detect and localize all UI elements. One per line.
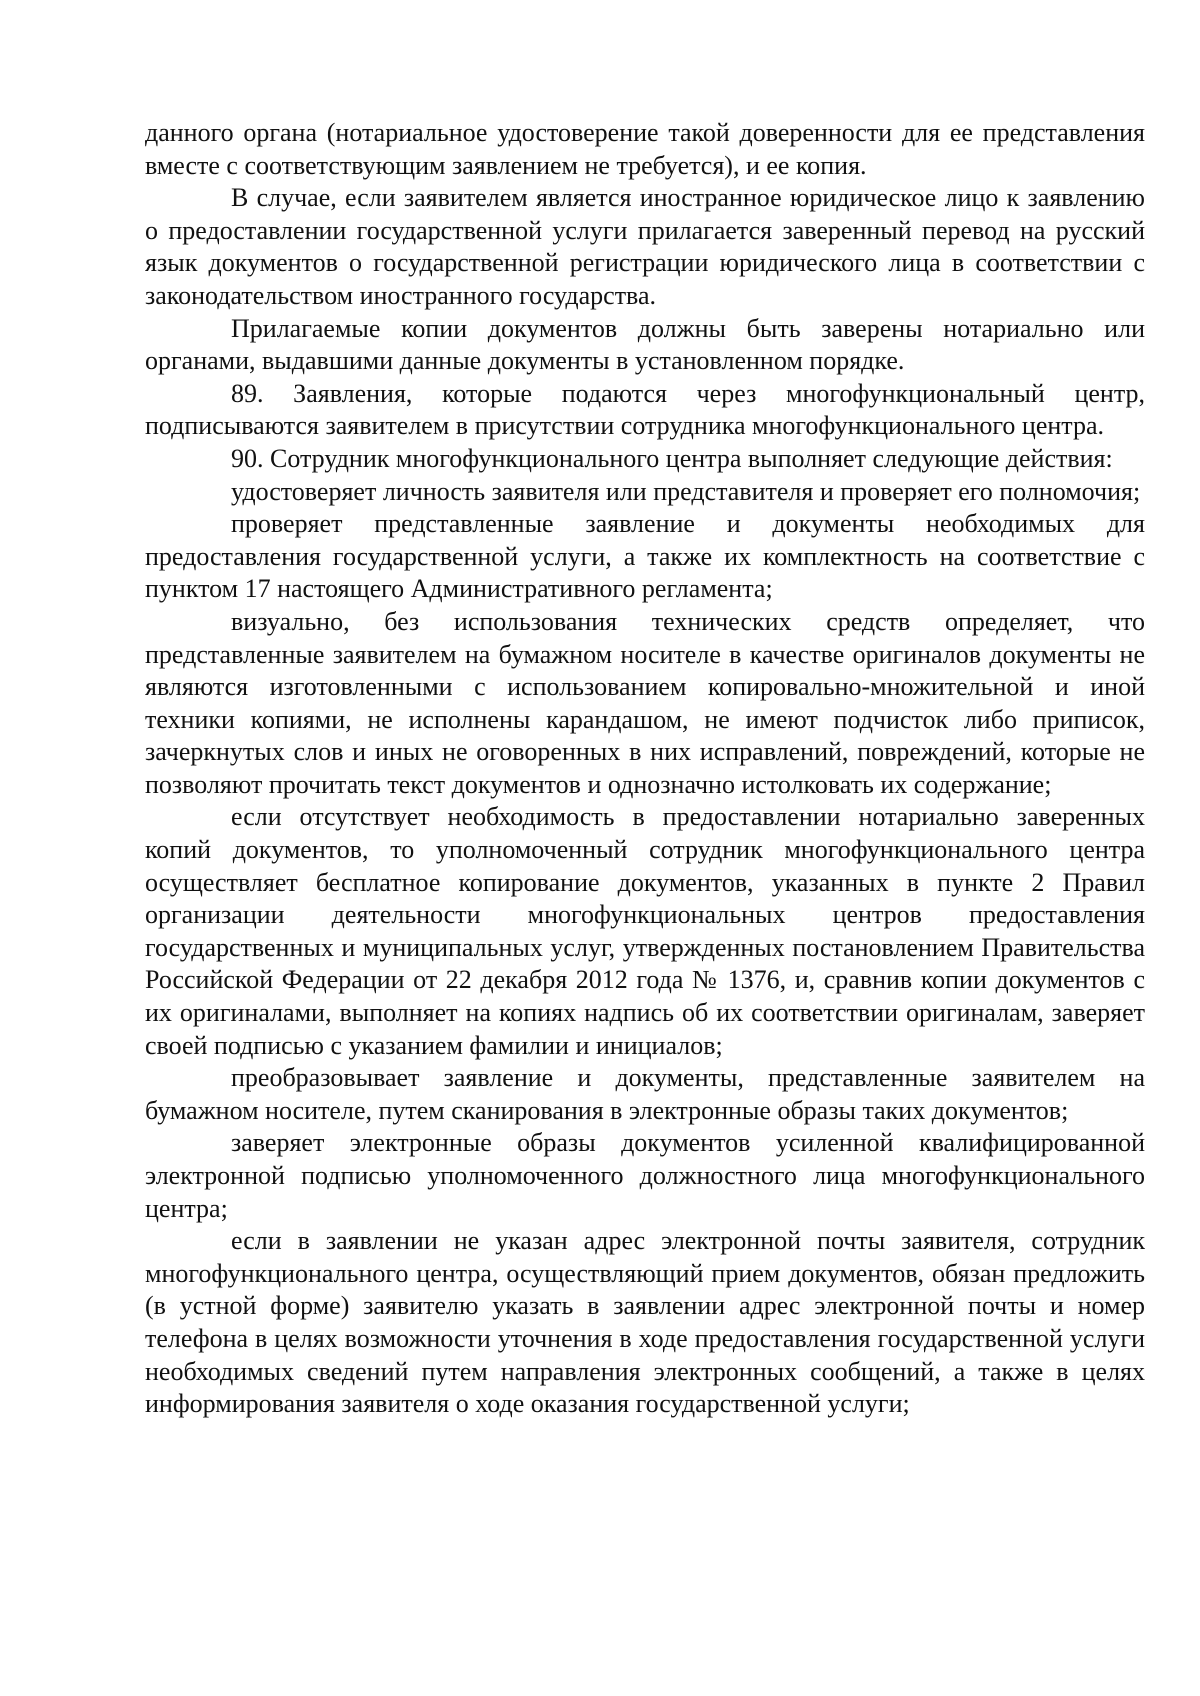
paragraph-documents-check: проверяет представленные заявление и документы необходимых для предоставления государственной услуги, а также их комплектность на соответствие с пунктом 17 настоящего Административного регламента; [145, 509, 1145, 604]
paragraph-foreign-entity: В случае, если заявителем является иностранное юридическое лицо к заявлению о предоставлении государственной услуги прилагается заверенный перевод на русский язык документов о государственной регистрации юридического лица в соответствии с законодательством иностранного государства. [145, 183, 1145, 310]
paragraph-free-copying: если отсутствует необходимость в предоставлении нотариально заверенных копий документов, то уполномоченный сотрудник многофункционального центра осуществляет бесплатное копирование документов, указанных в пункте 2 Правил организации деятельности многофункциональных центров предоставления государственных и муниципальных услуг, утвержденных постановлением Правительства Российской Федерации от 22 декабря 2012 года № 1376, и, сравнив копии документов с их оригиналами, выполняет на копиях надпись об их соответствии оригиналам, заверяет своей подписью с указанием фамилии и инициалов; [145, 802, 1145, 1060]
document-body [145, 117, 1145, 1421]
paragraph-email-request: если в заявлении не указан адрес электронной почты заявителя, сотрудник многофункционального центра, осуществляющий прием документов, обязан предложить (в устной форме) заявителю указать в заявлении адрес электронной почты и номер телефона в целях возможности уточнения в ходе предоставления государственной услуги необходимых сведений путем направления электронных сообщений, а также в целях информирования заявителя о ходе оказания государственной услуги; [145, 1226, 1145, 1419]
paragraph-scanning: преобразовывает заявление и документы, представленные заявителем на бумажном носителе, путем сканирования в электронные образы таких документов; [145, 1063, 1145, 1125]
paragraph-continuation: данного органа (нотариальное удостоверение такой доверенности для ее представления вместе с соответствующим заявлением не требуется), и ее копия. [145, 118, 1145, 180]
paragraph-electronic-signature: заверяет электронные образы документов усиленной квалифицированной электронной подписью уполномоченного должностного лица многофункционального центра; [145, 1128, 1145, 1223]
paragraph-visual-check: визуально, без использования технических средств определяет, что представленные заявителем на бумажном носителе в качестве оригиналов документы не являются изготовленными с использованием копировально-множительной и иной техники копиями, не исполнены карандашом, не имеют подчисток либо приписок, зачеркнутых слов и иных не оговоренных в них исправлений, повреждений, которые не позволяют прочитать текст документов и однозначно истолковать их содержание; [145, 606, 1145, 799]
paragraph-identity-check: удостоверяет личность заявителя или представителя и проверяет его полномочия; [231, 476, 1141, 506]
paragraph-89: 89. Заявления, которые подаются через многофункциональный центр, подписываются заявителем в присутствии сотрудника многофункционального центра. [145, 378, 1145, 441]
paragraph-90: 90. Сотрудник многофункционального центра выполняет следующие действия: [231, 443, 1113, 473]
paragraph-copies-certified: Прилагаемые копии документов должны быть заверены нотариально или органами, выдавшими данные документы в установленном порядке. [145, 313, 1145, 376]
